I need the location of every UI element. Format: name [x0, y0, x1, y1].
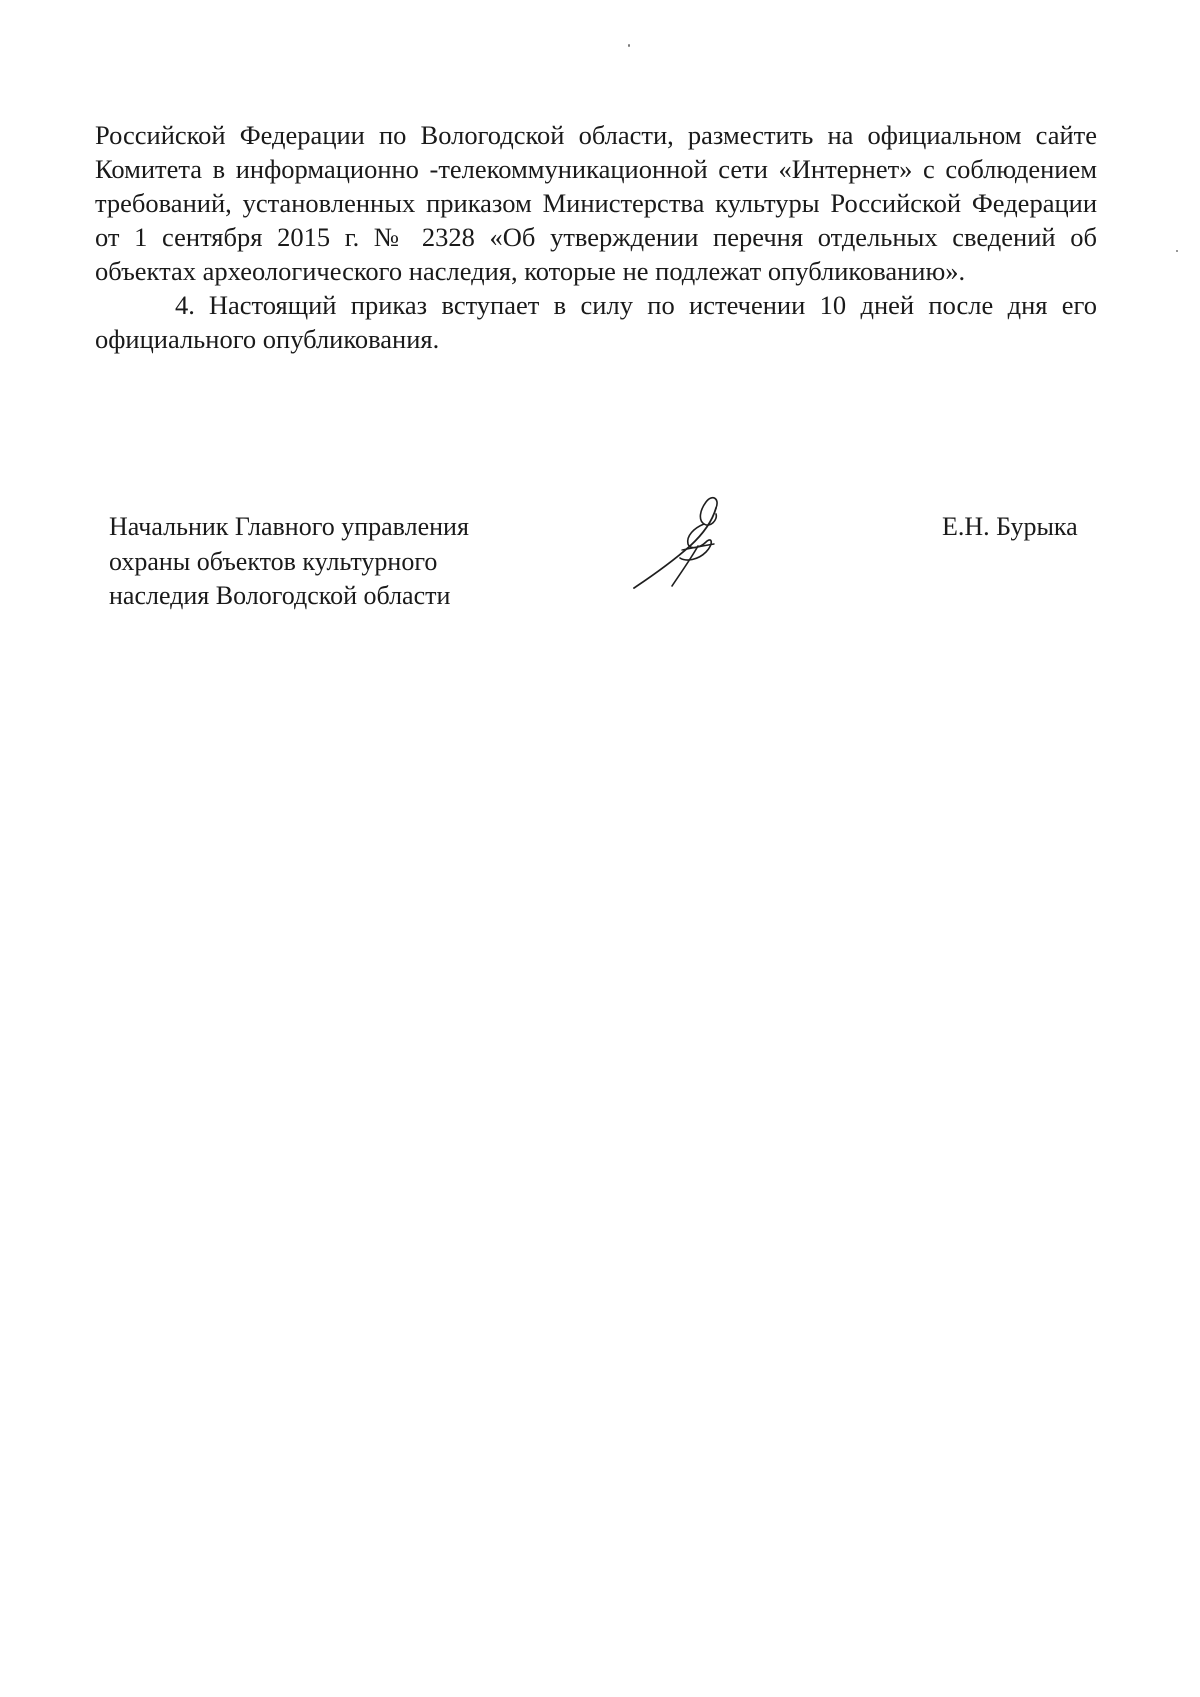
signatory-name: Е.Н. Бурыка: [942, 512, 1078, 541]
position-line-2: охраны объектов культурного: [109, 546, 438, 576]
scan-speck: [1176, 250, 1178, 252]
document-body: [95, 118, 1097, 356]
position-line-3: наследия Вологодской области: [109, 581, 451, 610]
position-line-1: Начальник Главного управления: [109, 512, 469, 541]
signatory-position: [109, 510, 589, 614]
paragraph-item-4: [95, 288, 1097, 356]
scan-speck: [628, 44, 630, 47]
handwritten-signature: [632, 488, 742, 598]
item-number: 4.: [175, 290, 195, 320]
item-text: Настоящий приказ вступает в силу по истечении 10 дней после дня его официального опубликования.: [95, 290, 1097, 354]
paragraph-continued: Российской Федерации по Вологодской области, разместить на официальном сайте Комитета в информационно -телекоммуникационной сети «Интернет» с соблюдением требований, установленных приказом Министерства культуры Российской Федерации от 1 сентября 2015 г. № 2328 «Об утверждении перечня отдельных сведений об объектах археологического наследия, которые не подлежат опубликованию».: [95, 120, 1097, 286]
